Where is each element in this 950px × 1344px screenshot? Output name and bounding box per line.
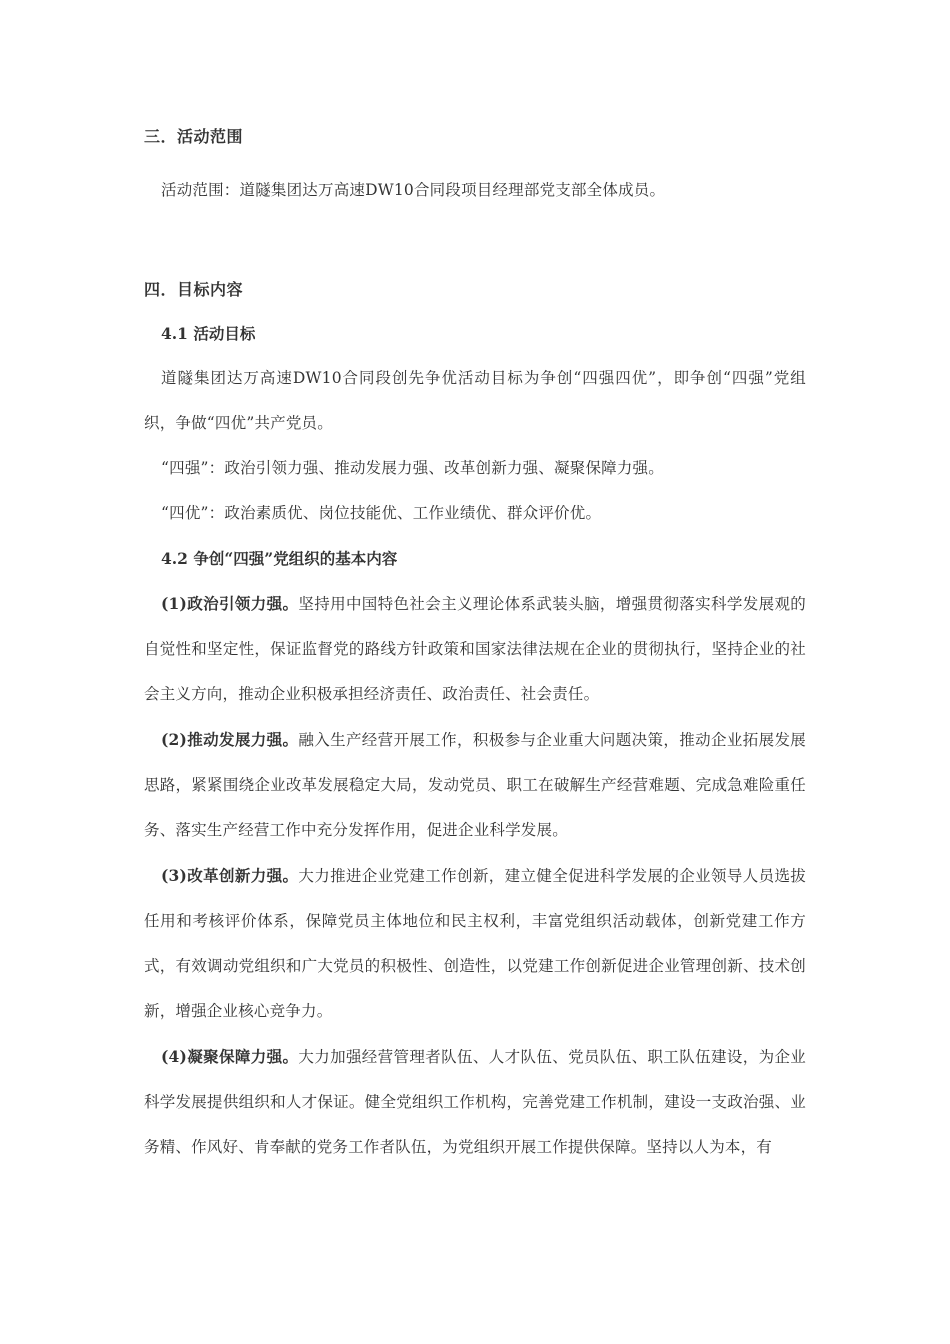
item-lead-4: (4)凝聚保障力强。 (161, 1047, 299, 1066)
document-body (144, 122, 806, 1170)
subsection-heading-4-2: 4.2 争创“四强”党组织的基本内容 (161, 549, 398, 568)
subsection-heading-4-1: 4.1 活动目标 (161, 324, 256, 343)
goal-paragraph: 道隧集团达万高速DW10合同段创先争优活动目标为争创“四强四优”，即争创“四强”党组织，争做“四优”共产党员。 (144, 369, 806, 432)
item-paragraph-1 (144, 581, 806, 717)
section-heading-goals: 四．目标内容 (144, 280, 244, 299)
scope-paragraph: 活动范围：道隧集团达万高速DW10合同段项目经理部党支部全体成员。 (161, 181, 666, 199)
four-strong-paragraph: “四强”：政治引领力强、推动发展力强、改革创新力强、凝聚保障力强。 (161, 459, 664, 477)
item-text-4: 大力加强经营管理者队伍、人才队伍、党员队伍、职工队伍建设，为企业科学发展提供组织和人才保证。健全党组织工作机构，完善党建工作机制，建设一支政治强、业务精、作风好、肯奉献的党务工作者队伍，为党组织开展工作提供保障。坚持以人为本，有 (144, 1048, 807, 1156)
item-lead-1: (1)政治引领力强。 (161, 594, 299, 613)
item-text-2: 融入生产经营开展工作，积极参与企业重大问题决策，推动企业拓展发展思路，紧紧围绕企业改革发展稳定大局，发动党员、职工在破解生产经营难题、完成急难险重任务、落实生产经营工作中充分发挥作用，促进企业科学发展。 (144, 731, 807, 839)
item-paragraph-4 (144, 1034, 806, 1170)
item-paragraph-3 (144, 853, 806, 1034)
item-lead-2: (2)推动发展力强。 (161, 730, 299, 749)
item-text-1: 坚持用中国特色社会主义理论体系武装头脑，增强贯彻落实科学发展观的自觉性和坚定性，保证监督党的路线方针政策和国家法律法规在企业的贯彻执行，坚持企业的社会主义方向，推动企业积极承担经济责任、政治责任、社会责任。 (144, 595, 807, 703)
item-lead-3: (3)改革创新力强。 (161, 866, 299, 885)
item-paragraph-2 (144, 717, 806, 853)
four-excellent-paragraph: “四优”：政治素质优、岗位技能优、工作业绩优、群众评价优。 (161, 504, 602, 522)
item-text-3: 大力推进企业党建工作创新，建立健全促进科学发展的企业领导人员选拔任用和考核评价体系，保障党员主体地位和民主权利，丰富党组织活动载体，创新党建工作方式，有效调动党组织和广大党员的积极性、创造性，以党建工作创新促进企业管理创新、技术创新，增强企业核心竞争力。 (144, 867, 807, 1020)
section-heading-scope: 三．活动范围 (144, 127, 244, 146)
